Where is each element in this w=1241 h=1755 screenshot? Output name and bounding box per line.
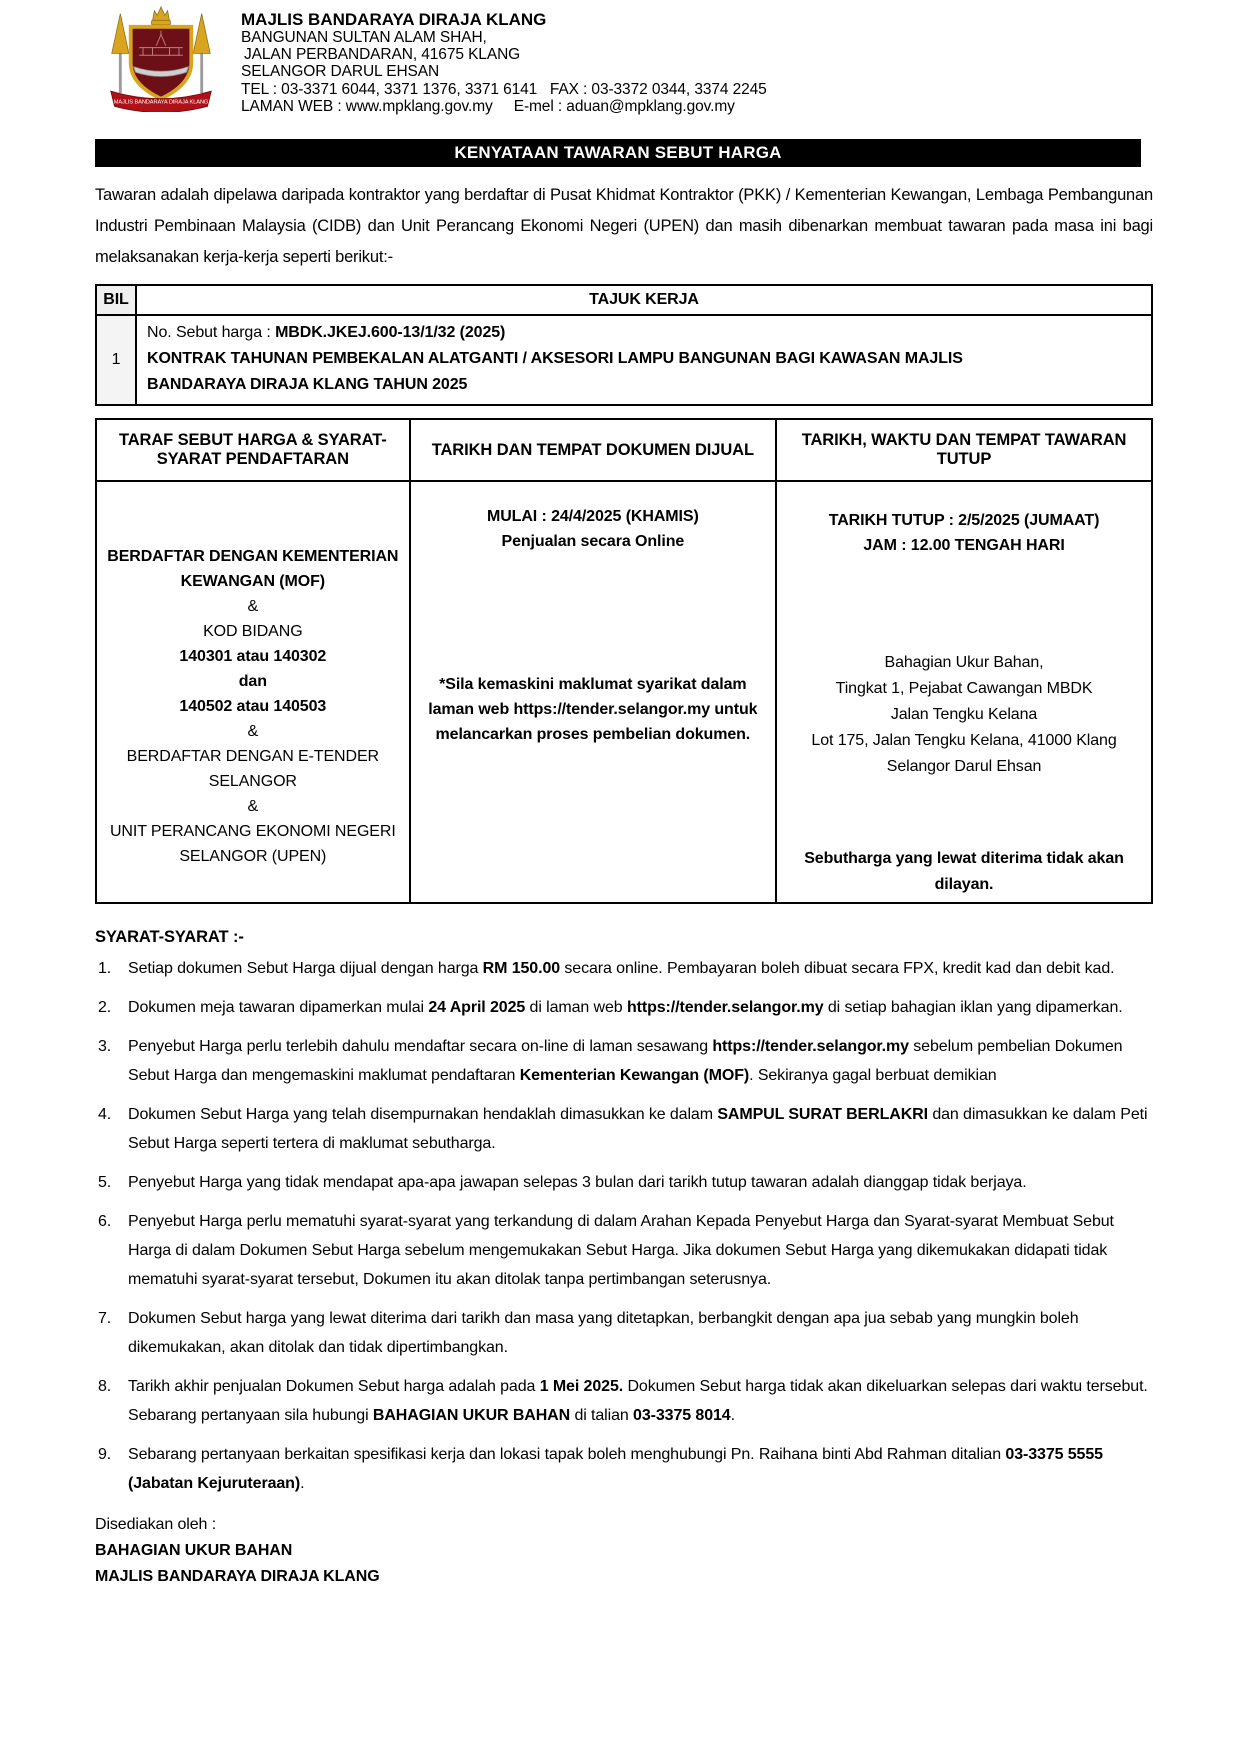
- text-segment: di setiap bahagian iklan yang dipamerkan.: [823, 999, 1123, 1017]
- text-segment: di laman web: [525, 999, 627, 1017]
- address-line-3: SELANGOR DARUL EHSAN: [241, 63, 440, 81]
- text-segment: Selangor Darul Ehsan: [886, 758, 1042, 776]
- quotation-ref-line: [147, 320, 1141, 346]
- shield: [131, 27, 192, 99]
- text-segment: Tingkat 1, Pejabat Cawangan MBDK: [835, 680, 1093, 698]
- job-row-details: [136, 315, 1152, 405]
- text-segment: BANDARAYA DIRAJA KLANG TAHUN 2025: [147, 376, 468, 394]
- condition-number: 9.: [98, 1446, 112, 1464]
- text-segment: KOD BIDANG: [203, 623, 303, 641]
- text-segment: Penyebut Harga yang tidak mendapat apa-apa jawapan selepas 3 bulan dari tarikh tutup tawaran adalah dianggap tidak berjaya.: [128, 1174, 1027, 1192]
- condition-number: 2.: [98, 999, 112, 1017]
- letterhead-text: [241, 6, 767, 115]
- info-table-header-row: [96, 419, 1152, 481]
- sale-start-info: [421, 482, 765, 554]
- condition-text: [128, 1440, 1153, 1498]
- title-banner: KENYATAAN TAWARAN SEBUT HARGA: [95, 139, 1141, 167]
- registration-requirements-cell: [96, 481, 410, 903]
- condition-text: [128, 1207, 1153, 1294]
- condition-item-9: [95, 1440, 1153, 1498]
- condition-number: 1.: [98, 960, 112, 978]
- condition-text: [128, 1304, 1153, 1362]
- conditions-list: [95, 954, 1153, 1498]
- condition-item-4: [95, 1100, 1153, 1158]
- condition-item-1: [95, 954, 1153, 983]
- closing-date-time: [787, 482, 1141, 558]
- text-segment: dan: [238, 673, 267, 691]
- web-email-line: LAMAN WEB : www.mpklang.gov.my E-mel : aduan@mpklang.gov.my: [241, 97, 735, 115]
- job-row-number: 1: [96, 315, 136, 405]
- text-segment: Dokumen Sebut harga tidak akan dikeluarkan selepas dari waktu tersebut. Sebarang pertanyaan sila hubungi: [128, 1378, 1148, 1425]
- letterhead: [95, 6, 1153, 115]
- text-segment: RM 150.00: [482, 960, 561, 978]
- text-segment: dan dimasukkan ke dalam Peti Sebut Harga seperti tertera di maklumat sebutharga.: [128, 1106, 1148, 1153]
- text-segment: Tarikh akhir penjualan Dokumen Sebut harga adalah pada: [128, 1378, 540, 1396]
- text-segment: JAM : 12.00 TENGAH HARI: [863, 537, 1065, 555]
- text-segment: Penjualan secara Online: [501, 533, 685, 551]
- pennant-right: [193, 14, 210, 54]
- text-segment: 03-3375 8014: [633, 1407, 731, 1425]
- job-table-header-row: [96, 285, 1152, 315]
- condition-number: 5.: [98, 1174, 112, 1192]
- text-segment: BERDAFTAR DENGAN KEMENTERIAN KEWANGAN (MOF): [107, 548, 399, 591]
- condition-text: [128, 1168, 1153, 1197]
- text-segment: Jalan Tengku Kelana: [890, 706, 1038, 724]
- sale-note: *Sila kemaskini maklumat syarikat dalam laman web https://tender.selangor.my untuk melancarkan proses pembelian dokumen.: [428, 676, 758, 744]
- pennant-left: [112, 14, 129, 54]
- text-segment: https://tender.selangor.my: [626, 999, 824, 1017]
- late-submission-note: Sebutharga yang lewat diterima tidak akan dilayan.: [804, 850, 1124, 894]
- address-line-2: JALAN PERBANDARAN, 41675 KLANG: [244, 46, 521, 64]
- text-segment: &: [247, 798, 259, 816]
- info-header-dokumen-dijual: TARIKH DAN TEMPAT DOKUMEN DIJUAL: [410, 419, 776, 481]
- text-segment: Penyebut Harga perlu mematuhi syarat-syarat yang terkandung di dalam Arahan Kepada Penyebut Harga dan Syarat-syarat Membuat Sebut Harga di dalam Dokumen Sebut Harga sebelum mengemukakan Sebut Harga. Jika dokumen Sebut Harga yang dikemukakan didapati tidak mematuhi syarat-syarat tersebut, Dokumen itu akan ditolak tanpa pertimbangan seterusnya.: [128, 1213, 1114, 1289]
- text-segment: &: [247, 723, 259, 741]
- text-segment: Kementerian Kewangan (MOF): [519, 1067, 750, 1085]
- text-segment: sebelum pembelian Dokumen Sebut Harga dan mengemaskini maklumat pendaftaran: [128, 1038, 1123, 1085]
- registration-requirements: [107, 482, 399, 869]
- condition-item-2: [95, 993, 1153, 1022]
- condition-text: [128, 954, 1153, 983]
- text-segment: UNIT PERANCANG EKONOMI NEGERI SELANGOR (UPEN): [109, 823, 396, 866]
- text-segment: Penyebut Harga perlu terlebih dahulu mendaftar secara on-line di laman sesawang: [128, 1038, 713, 1056]
- document-sale-cell: [410, 481, 776, 903]
- condition-item-6: [95, 1207, 1153, 1294]
- mbdk-crest-logo: [99, 6, 223, 112]
- job-table-row: [96, 315, 1152, 405]
- text-segment: 03-3375 5555 (Jabatan Kejuruteraan): [128, 1446, 1103, 1493]
- text-segment: .: [300, 1475, 305, 1493]
- conditions-heading: SYARAT-SYARAT :-: [95, 928, 244, 947]
- job-title: [147, 346, 1141, 398]
- text-segment: di talian: [570, 1407, 634, 1425]
- job-table-header-bil: BIL: [96, 285, 136, 315]
- info-table: [95, 418, 1153, 904]
- text-segment: Dokumen Sebut harga yang lewat diterima dari tarikh dan masa yang ditetapkan, berbangkit dengan apa jua sebab yang mungkin boleh dikemukakan, akan ditolak dan tidak dipertimbangkan.: [128, 1310, 1079, 1357]
- condition-number: 7.: [98, 1310, 112, 1328]
- prepared-by-label: Disediakan oleh :: [95, 1516, 217, 1534]
- condition-item-5: [95, 1168, 1153, 1197]
- info-header-taraf: TARAF SEBUT HARGA & SYARAT-SYARAT PENDAFTARAN: [96, 419, 410, 481]
- condition-text: [128, 1032, 1153, 1090]
- text-segment: BAHAGIAN UKUR BAHAN: [372, 1407, 571, 1425]
- crown-base: [152, 20, 171, 25]
- prepared-by-dept: BAHAGIAN UKUR BAHAN: [95, 1542, 293, 1560]
- conditions-section: [95, 922, 1153, 1498]
- text-segment: 140301 atau 140302: [179, 648, 327, 666]
- text-segment: Setiap dokumen Sebut Harga dijual dengan harga: [128, 960, 483, 978]
- condition-number: 4.: [98, 1106, 112, 1124]
- info-header-tawaran-tutup: TARIKH, WAKTU DAN TEMPAT TAWARAN TUTUP: [776, 419, 1152, 481]
- condition-text: [128, 993, 1153, 1022]
- text-segment: MBDK.JKEJ.600-13/1/32 (2025): [275, 324, 506, 342]
- text-segment: No. Sebut harga :: [147, 324, 276, 342]
- text-segment: BERDAFTAR DENGAN E-TENDER SELANGOR: [126, 748, 379, 791]
- crown-icon: [152, 7, 169, 21]
- closing-info-cell: [776, 481, 1152, 903]
- text-segment: Dokumen meja tawaran dipamerkan mulai: [128, 999, 429, 1017]
- text-segment: https://tender.selangor.my: [712, 1038, 909, 1056]
- text-segment: TARIKH TUTUP : 2/5/2025 (JUMAAT): [828, 512, 1100, 530]
- closing-block: [95, 1512, 1153, 1590]
- address-line-1: BANGUNAN SULTAN ALAM SHAH,: [241, 29, 487, 46]
- text-segment: Bahagian Ukur Bahan,: [884, 654, 1044, 672]
- text-segment: MULAI : 24/4/2025 (KHAMIS): [487, 508, 699, 526]
- condition-text: [128, 1100, 1153, 1158]
- text-segment: 24 April 2025: [428, 999, 526, 1017]
- text-segment: SAMPUL SURAT BERLAKRI: [717, 1106, 928, 1124]
- info-table-body-row: [96, 481, 1152, 903]
- condition-number: 8.: [98, 1378, 112, 1396]
- submission-address: [787, 650, 1141, 780]
- text-segment: secara online. Pembayaran boleh dibuat secara FPX, kredit kad dan debit kad.: [560, 960, 1115, 978]
- text-segment: &: [247, 598, 259, 616]
- condition-item-8: [95, 1372, 1153, 1430]
- condition-item-3: [95, 1032, 1153, 1090]
- intro-paragraph: Tawaran adalah dipelawa daripada kontraktor yang berdaftar di Pusat Khidmat Kontraktor (PKK) / Kementerian Kewangan, Lembaga Pembangunan Industri Pembinaan Malaysia (CIDB) dan Unit Perancang Ekonomi Negeri (UPEN) dan masih dibenarkan membuat tawaran pada masa ini bagi melaksanakan kerja-kerja seperti berikut:-: [95, 186, 1153, 267]
- job-table: [95, 284, 1153, 406]
- text-segment: Dokumen Sebut Harga yang telah disempurnakan hendaklah dimasukkan ke dalam: [128, 1106, 718, 1124]
- text-segment: . Sekiranya gagal berbuat demikian: [749, 1067, 997, 1085]
- condition-item-7: [95, 1304, 1153, 1362]
- text-segment: 1 Mei 2025.: [539, 1378, 624, 1396]
- org-name: MAJLIS BANDARAYA DIRAJA KLANG: [241, 10, 547, 29]
- text-segment: Lot 175, Jalan Tengku Kelana, 41000 Klang: [811, 732, 1117, 750]
- job-table-header-tajuk: TAJUK KERJA: [136, 285, 1152, 315]
- text-segment: 140502 atau 140503: [179, 698, 327, 716]
- prepared-by-org: MAJLIS BANDARAYA DIRAJA KLANG: [95, 1568, 380, 1586]
- ribbon-text: MAJLIS BANDARAYA DIRAJA KLANG: [113, 99, 209, 106]
- condition-number: 6.: [98, 1213, 112, 1231]
- text-segment: KONTRAK TAHUNAN PEMBEKALAN ALATGANTI / AKSESORI LAMPU BANGUNAN BAGI KAWASAN MAJLIS: [147, 350, 963, 368]
- text-segment: .: [730, 1407, 735, 1425]
- text-segment: Sebarang pertanyaan berkaitan spesifikasi kerja dan lokasi tapak boleh menghubungi Pn. Raihana binti Abd Rahman ditalian: [128, 1446, 1006, 1464]
- tel-fax-line: TEL : 03-3371 6044, 3371 1376, 3371 6141 FAX : 03-3372 0344, 3374 2245: [241, 80, 767, 98]
- condition-text: [128, 1372, 1153, 1430]
- condition-number: 3.: [98, 1038, 112, 1056]
